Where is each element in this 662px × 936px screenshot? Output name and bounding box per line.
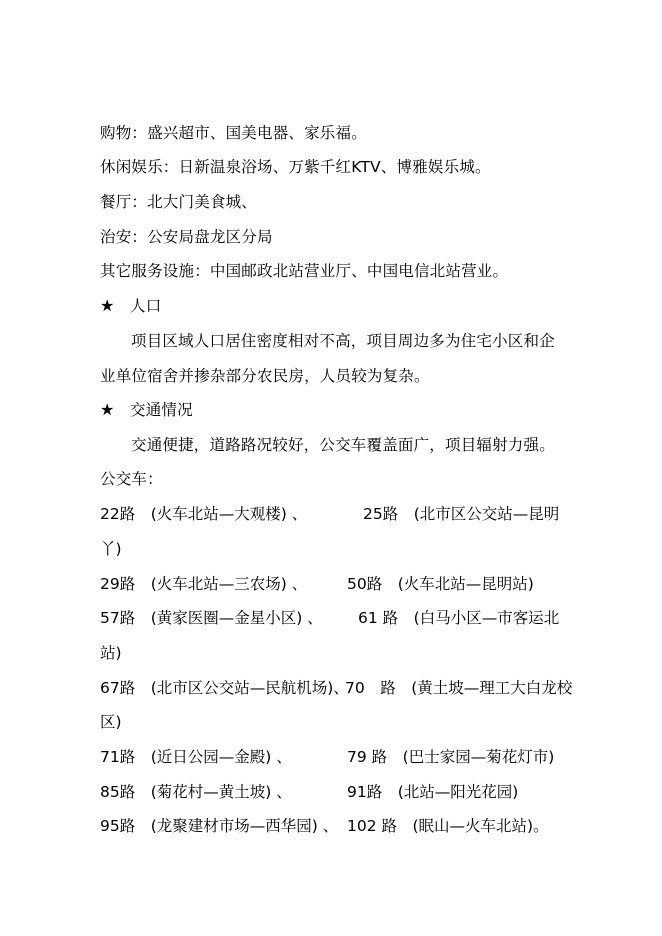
population-para-line1: 项目区域人口居住密度相对不高，项目周边多为住宅小区和企 xyxy=(131,332,555,350)
other-services-line: 其它服务设施：中国邮政北站营业厅、中国电信北站营业。 xyxy=(100,262,509,280)
bus-route-right: 61 路 (白马小区—市客运北 xyxy=(358,609,560,627)
population-heading-text: 人口 xyxy=(130,297,162,315)
star-icon: ★ xyxy=(100,296,115,315)
bus-route-right: 102 路 (眠山—火车北站)。 xyxy=(347,817,549,835)
bus-route-right: 70 路 (黄土坡—理工大白龙校 xyxy=(345,679,573,697)
bus-label: 公交车： xyxy=(100,470,163,488)
bus-route-continuation: 站) xyxy=(100,644,122,662)
shopping-line: 购物：盛兴超市、国美电器、家乐福。 xyxy=(100,124,367,142)
bus-route-row xyxy=(100,782,565,802)
bus-route-left: 22路 (火车北站—大观楼) 、 xyxy=(100,505,308,523)
bus-route-continuation: 区) xyxy=(100,713,122,731)
bus-route-right: 91路 (北站—阳光花园) xyxy=(347,783,519,801)
bus-route-continuation: 丫) xyxy=(100,540,122,558)
traffic-heading-text: 交通情况 xyxy=(130,401,193,419)
bus-route-left: 57路 (黄家医圈—金星小区) 、 xyxy=(100,609,323,627)
population-para-line2: 业单位宿舍并掺杂部分农民房，人员较为复杂。 xyxy=(100,367,430,385)
bus-route-right: 79 路 (巴士家园—菊花灯市) xyxy=(347,748,555,766)
bus-route-left: 29路 (火车北站—三农场) 、 xyxy=(100,575,308,593)
bus-route-row xyxy=(100,747,565,767)
population-heading xyxy=(100,296,161,316)
bus-route-row xyxy=(100,678,573,698)
bus-route-left: 71路 (近日公园—金殿) 、 xyxy=(100,748,292,766)
bus-route-left: 85路 (菊花村—黄土坡) 、 xyxy=(100,783,292,801)
dining-line: 餐厅：北大门美食城、 xyxy=(100,193,258,211)
bus-route-row xyxy=(100,608,565,628)
bus-route-row xyxy=(100,574,565,594)
leisure-line: 休闲娱乐：日新温泉浴场、万紫千红KTV、博雅娱乐城。 xyxy=(100,158,491,176)
bus-route-row xyxy=(100,504,565,524)
traffic-para: 交通便捷，道路路况较好，公交车覆盖面广，项目辐射力强。 xyxy=(131,436,555,454)
bus-route-left: 95路 (龙聚建材市场—西华园) 、 xyxy=(100,817,339,835)
traffic-heading xyxy=(100,400,193,420)
bus-route-right: 50路 (火车北站—昆明站) xyxy=(347,575,534,593)
star-icon: ★ xyxy=(100,400,115,419)
bus-route-row xyxy=(100,816,565,836)
security-line: 治安：公安局盘龙区分局 xyxy=(100,228,273,246)
bus-route-right: 25路 (北市区公交站—昆明 xyxy=(363,505,560,523)
bus-route-left: 67路 (北市区公交站—民航机场)、 xyxy=(100,679,349,697)
